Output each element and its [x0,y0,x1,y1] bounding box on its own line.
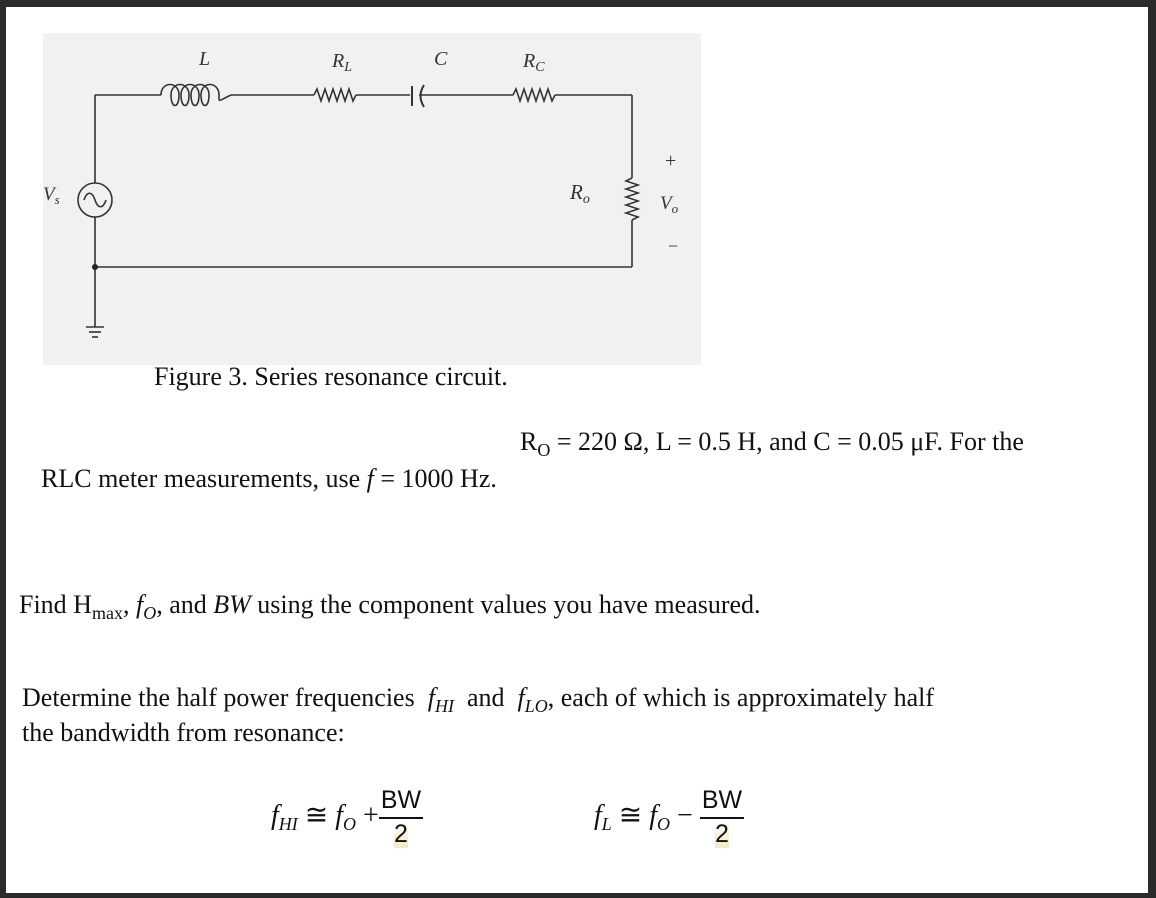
capacitor-plate-right [421,85,425,107]
label-plus: + [665,150,677,172]
label-c: C [434,48,448,70]
flo-fraction: $\frac{BW}{2}$ [701,786,743,848]
label-ro: Ro [570,180,590,207]
label-rc: $R_C$ [523,50,545,75]
label-vo: $V_o$ [660,193,679,216]
figure-caption: Figure 3. Series resonance circuit. [154,362,508,391]
ro-resistor-symbol [626,178,638,220]
find-instruction: Find $H_{max}$, $f_O$, and BW using the component values you have measured. [19,590,761,623]
label-rl: $R_L$ [332,50,353,75]
rc-resistor-symbol [513,89,555,101]
flo-formula: $f_L$ ≅ $f_O$ − $\frac{BW}{2}$ [594,786,743,848]
ro-symbol: R [520,427,538,456]
inductor-symbol [161,85,231,106]
sine-wave-icon [84,193,106,207]
junction-node [92,264,98,270]
document-page [6,7,1148,893]
fhi-fraction: $\frac{BW}{2}$ [380,786,422,848]
given-values-line1: $R_O = 220$ Ω, L = 0.5 H, and C = 0.05 μF. For the [520,427,1024,460]
label-l: L [199,48,211,70]
determine-instruction-line1: Determine the half power frequencies $f_{HI}$ and $f_{LO}$, each of which is approximately half [22,683,935,716]
rl-resistor-symbol [314,89,356,101]
determine-instruction-line2: the bandwidth from resonance: [22,718,345,747]
fhi-formula: $f_{HI}$ ≅ $f_O$ + $\frac{BW}{2}$ [271,786,422,848]
given-values-line2: RLC meter measurements, use f = 1000 Hz. [41,464,497,493]
label-vs: $V_s$ [43,184,60,207]
label-minus: − [668,236,679,256]
